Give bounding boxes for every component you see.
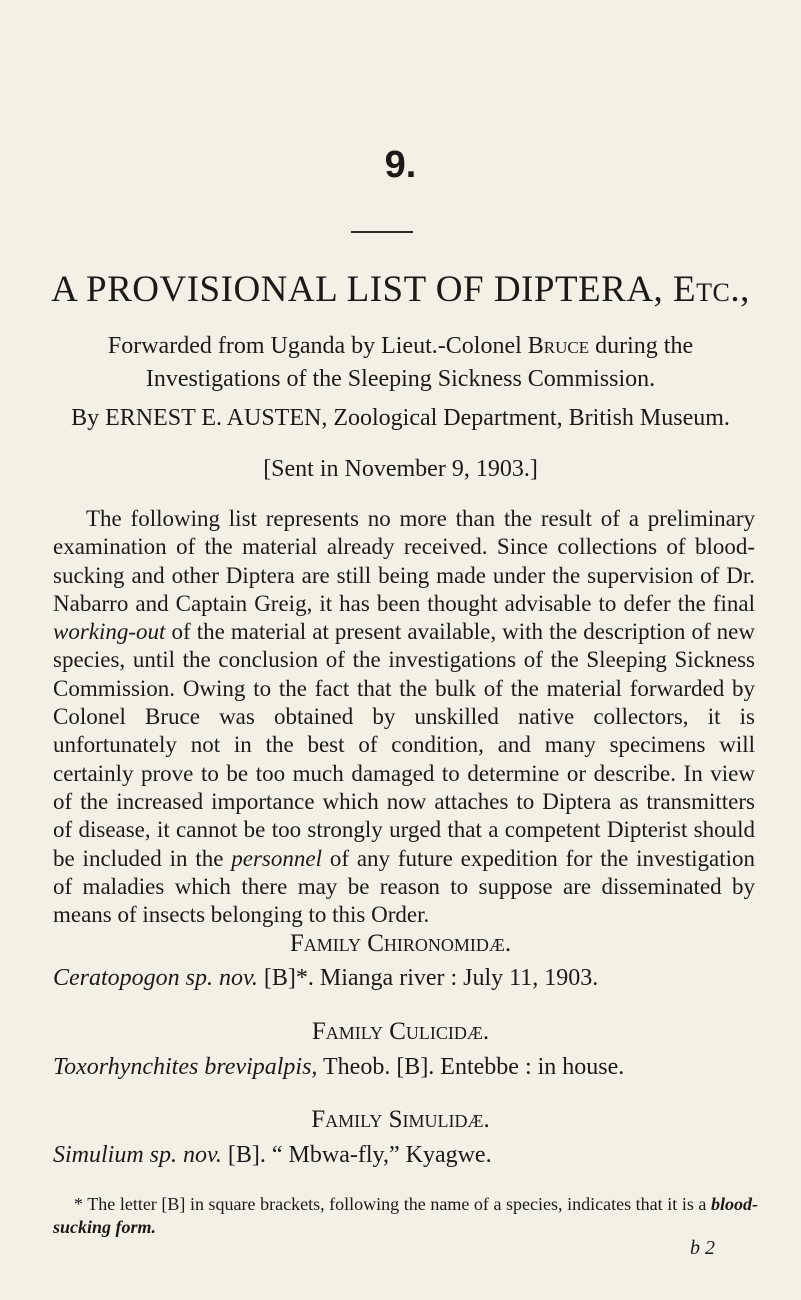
family-heading-chironomidae: Family Chironomidæ. (289, 930, 512, 957)
footnote-text-1: * The letter [B] in square brackets, following the name of a species, indicates that it is a (74, 1194, 711, 1214)
divider-rule (351, 231, 413, 233)
intro-text-3: of any future expedition for the investigation of maladies which there may be reason to suppose are disseminated by means of insects belonging to this Order. (53, 845, 755, 928)
footnote-italic: blood-sucking form. (53, 1194, 758, 1237)
page-number: 9. (384, 144, 417, 186)
species-entry (53, 1054, 763, 1081)
subtitle-name: Bruce (527, 333, 590, 359)
title-main: A PROVISIONAL LIST OF DIPTERA, (51, 269, 664, 310)
subtitle-suffix: during the Investigations of the Sleeping Sickness Commission. (145, 333, 694, 392)
title-etc: Etc., (673, 269, 750, 310)
intro-italic-2: personnel (231, 845, 322, 871)
page-title (0, 268, 801, 311)
intro-paragraph (53, 505, 755, 929)
species-name: Ceratopogon sp. nov. (53, 965, 258, 991)
species-details: Theob. [B]. Entebbe : in house. (317, 1054, 625, 1080)
sent-date: [Sent in November 9, 1903.] (263, 456, 538, 482)
intro-text-2: of the material at present available, with the description of new species, until the conclusion of the investigations of the Sleeping Sickness Commission. Owing to the fact that the bulk of the material forwarded by Colonel Bruce was obtained by unskilled native collectors, it is unfortunately not in the best of condition, and many specimens will certainly prove to be too much damaged to determine or describe. In view of the increased importance which now attaches to Diptera as transmitters of disease, it cannot be too strongly urged that a competent Dipterist should be included in the (53, 619, 755, 871)
species-details: [B]*. Mianga river : July 11, 1903. (257, 965, 599, 991)
footnote (53, 1193, 758, 1239)
intro-italic-1: working-out (53, 619, 166, 645)
species-details: [B]. “ Mbwa-fly,” Kyagwe. (221, 1142, 492, 1168)
subtitle-prefix: Forwarded from Uganda by Lieut.-Colonel (107, 333, 528, 359)
intro-text-1: The following list represents no more than the result of a preliminary examination of the material already received. Since collections of blood-sucking and other Diptera are still being made under the supervision of Dr. Nabarro and Captain Greig, it has been thought advisable to defer the final (53, 506, 755, 616)
subtitle (78, 330, 723, 396)
signature-mark: b 2 (690, 1237, 715, 1259)
species-entry (53, 1142, 763, 1169)
species-name: Toxorhynchites brevipalpis, (53, 1054, 318, 1080)
family-heading-culicidae: Family Culicidæ. (311, 1018, 490, 1045)
species-entry (53, 965, 763, 992)
family-heading-simulidae: Family Simulidæ. (311, 1106, 490, 1133)
species-name: Simulium sp. nov. (53, 1142, 222, 1168)
author-line: By ERNEST E. AUSTEN, Zoological Department, British Museum. (71, 405, 730, 431)
